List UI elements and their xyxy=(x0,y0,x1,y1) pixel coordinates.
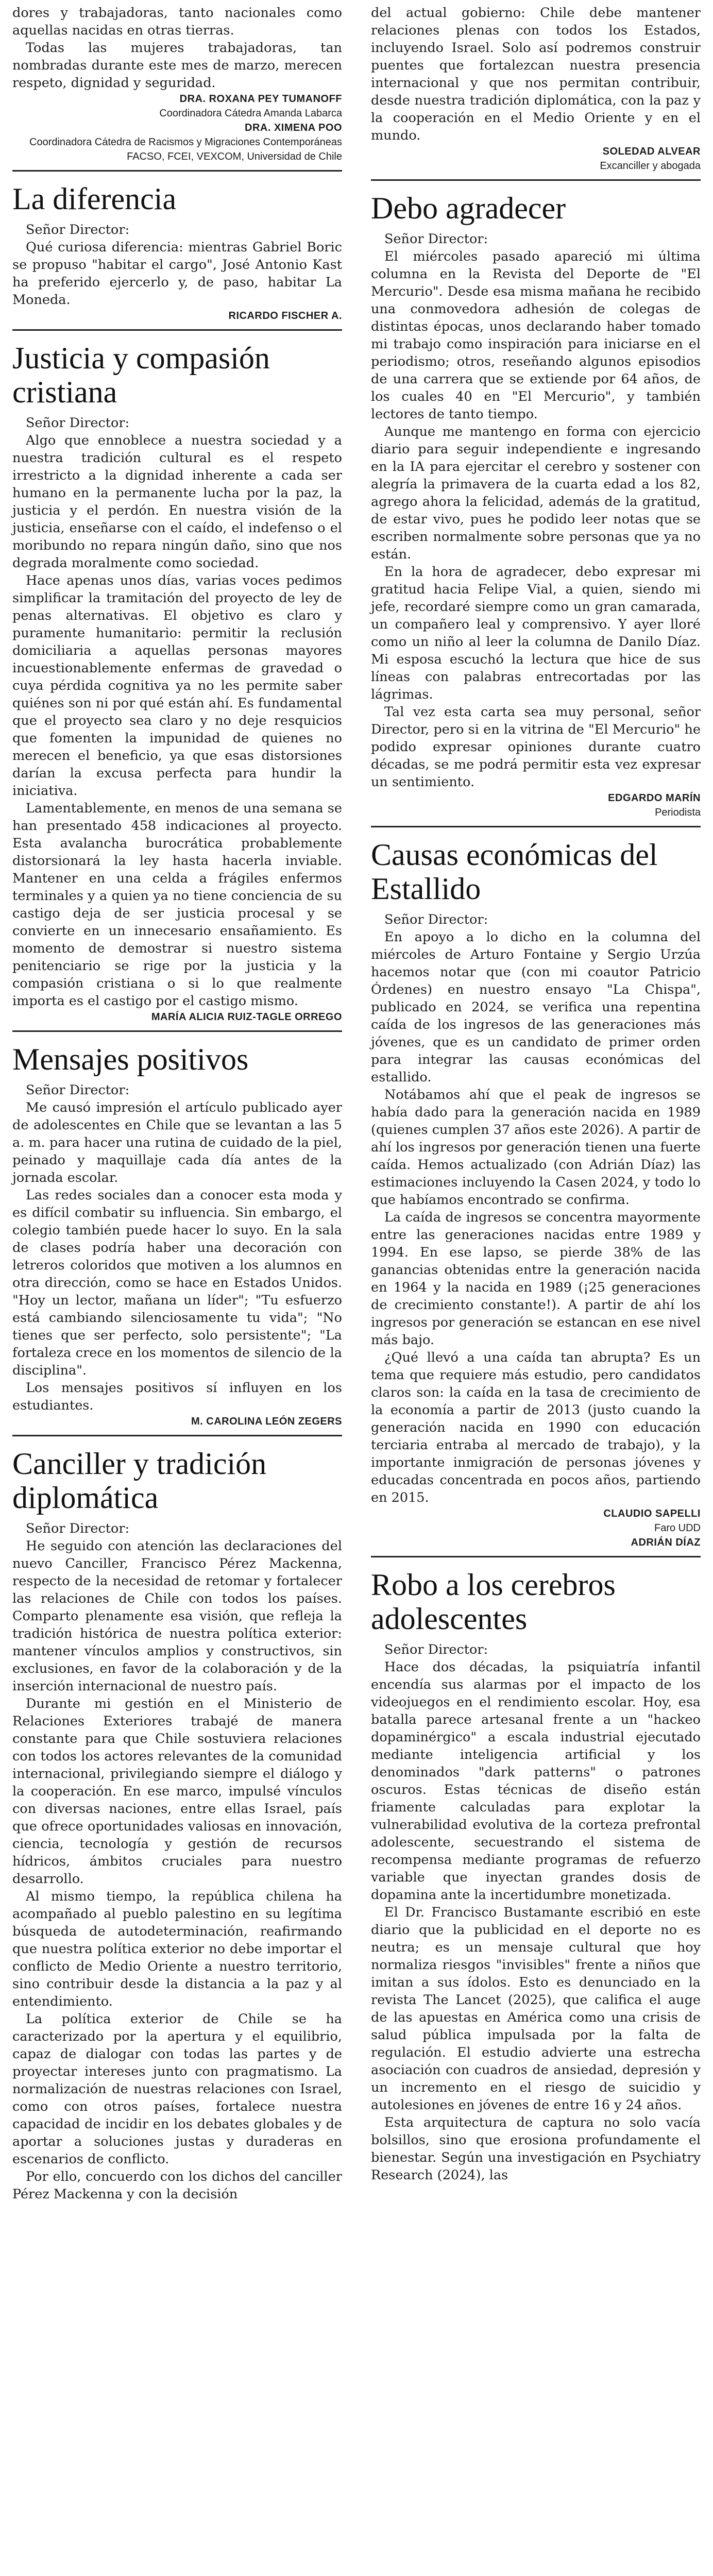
signature-institution: FACSO, FCEI, VEXCOM, Universidad de Chile xyxy=(127,151,342,162)
letter-title: Robo a los cerebros adolescentes xyxy=(371,1568,616,1636)
letter-body xyxy=(371,911,701,1506)
letter-mensajes-positivos xyxy=(12,1042,342,1436)
letter-body xyxy=(12,221,342,309)
divider xyxy=(371,826,701,827)
letter-body xyxy=(12,1520,342,2203)
signature-name: ADRIÁN DÍAZ xyxy=(631,1537,701,1548)
signature-name: M. CAROLINA LEÓN ZEGERS xyxy=(191,1416,342,1427)
letter-title: Debo agradecer xyxy=(371,191,566,225)
paragraph: dores y trabajadoras, tanto nacionales como aquellas nacidas en otras tierras. xyxy=(12,5,342,38)
paragraph: En apoyo a lo dicho en la columna del miércoles de Arturo Fontaine y Sergio Urzúa hacemos notar que (con mi coautor Patricio Órdenes) en nuestro ensayo "La Chispa", publicado en 2024, se verifica una repentina caída de los ingresos de las generaciones más jóvenes, que es un candidato de primer orden para integrar las causas económicas del estallido. xyxy=(371,929,701,1085)
paragraph: La política exterior de Chile se ha caracterizado por la apertura y el equilibrio, capaz de dialogar con todas las partes y de proyectar intereses junto con pragmatismo. La normalización de nuestras relaciones con Israel, como con otros países, fortalece nuestra capacidad de incidir en los debates globales y de aportar a soluciones justas y duraderas en escenarios de conflicto. xyxy=(12,2011,342,2167)
salutation: Señor Director: xyxy=(384,912,488,927)
right-column xyxy=(371,0,701,2184)
letter-title: La diferencia xyxy=(12,182,177,216)
salutation: Señor Director: xyxy=(26,222,130,238)
paragraph: Hace dos décadas, la psiquiatría infantil encendía sus alarmas por el impacto de los videojuegos en el rendimiento escolar. Hoy, esa batalla parece artesanal frente a un "hackeo dopaminérgico" a escala industrial ejecutado mediante inteligencia artificial y los denominados "dark patterns" o patrones oscuros. Estas técnicas de diseño están friamente calculadas para explotar la vulnerabilidad evolutiva de la corteza prefrontal adolescente, secuestrando el sistema de recompensa mediante programas de refuerzo variable que inyectan grandes dosis de dopamina ante la incertidumbre monetizada. xyxy=(371,1659,701,1903)
divider xyxy=(371,1556,701,1557)
divider xyxy=(12,1435,342,1436)
salutation: Señor Director: xyxy=(26,415,130,431)
letter-body xyxy=(371,230,701,791)
paragraph: Esta arquitectura de captura no solo vacía bolsillos, sino que erosiona profundamente el bienestar. Según una investigación en Psychiatry Research (2024), las xyxy=(371,2115,701,2183)
signature-name: EDGARDO MARÍN xyxy=(608,792,701,804)
signature-name: MARÍA ALICIA RUIZ-TAGLE ORREGO xyxy=(151,1011,342,1023)
salutation: Señor Director: xyxy=(384,231,488,247)
signature-role: Coordinadora Cátedra de Racismos y Migraciones Contemporáneas xyxy=(29,137,342,148)
divider xyxy=(371,179,701,181)
divider xyxy=(12,1030,342,1032)
paragraph: Algo que ennoblece a nuestra sociedad y a nuestra tradición cultural es el respeto irrestricto a la dignidad inherente a cada ser humano en la permanente lucha por la paz, la justicia y el perdón. En nuestra visión de la justicia, enseñarse con el caído, el indefenso o el moribundo no repara ningún daño, sino que nos degrada moralmente como sociedad. xyxy=(12,433,342,571)
letter-continued-canciller xyxy=(371,0,701,181)
letter-justicia-compasion xyxy=(12,341,342,1032)
paragraph: Qué curiosa diferencia: mientras Gabriel Boric se propuso "habitar el cargo", José Antonio Kast ha preferido ejercerlo y, de paso, habitar La Moneda. xyxy=(12,240,342,308)
signature-role: Coordinadora Cátedra Amanda Labarca xyxy=(159,108,342,119)
letter-body xyxy=(12,1081,342,1414)
letter-body xyxy=(12,4,342,92)
paragraph: En la hora de agradecer, debo expresar mi gratitud hacia Felipe Vial, a quien, siendo mi jefe, recordaré siempre como un gran camarada, un compañero leal y comprensivo. Y ayer lloré como un niño al leer la columna de Danilo Díaz. Mi esposa escuchó la lectura que hice de sus líneas con palabras entrecortadas por las lágrimas. xyxy=(371,564,701,702)
paragraph: Por ello, concuerdo con los dichos del canciller Pérez Mackenna y con la decisión xyxy=(12,2169,342,2202)
signature-name: SOLEDAD ALVEAR xyxy=(602,146,701,157)
paragraph: Hace apenas unos días, varias voces pedimos simplificar la tramitación del proyecto de ley de penas alternativas. El objetivo es claro y puramente humanitario: permitir la reclusión domiciliaria a aquellas personas mayores incuestionablemente enfermas de gravedad o cuya pérdida cognitiva ya no les permite saber quiénes son ni por qué están ahí. Es fundamental que el proyecto sea claro y no deje resquicios que fomenten la impunidad de quienes no merecen el beneficio, ya que esas distorsiones darían la excusa perfecta para hundir la iniciativa. xyxy=(12,573,342,799)
paragraph: Lamentablemente, en menos de una semana se han presentado 458 indicaciones al proyecto. Esta avalancha burocrática probablemente distorsionará la ley hasta hacerla inviable. Mantener en una celda a frágiles enfermos terminales y a quien ya no tiene conciencia de su castigo deja de ser justicia procesal y se convierte en un innecesario ensañamiento. Es momento de demostrar si nuestro sistema penitenciario se rige por la justicia y la compasión cristiana o si lo que realmente importa es el castigo por el castigo mismo. xyxy=(12,801,342,1009)
paragraph: Durante mi gestión en el Ministerio de Relaciones Exteriores trabajé de manera constante para que Chile sostuviera relaciones con todos los actores relevantes de la comunidad internacional, privilegiando siempre el diálogo y la cooperación. En ese marco, impulsé vínculos con diversas naciones, entre ellas Israel, país que ofrece oportunidades valiosas en innovación, ciencia, tecnología y gestión de recursos hídricos, ámbitos cruciales para nuestro desarrollo. xyxy=(12,1696,342,1887)
letter-body xyxy=(371,4,701,144)
paragraph: Tal vez esta carta sea muy personal, señor Director, pero si en la vitrina de "El Mercurio" he podido expresar opiniones durante cuatro décadas, se me podrá permitir esta vez expresar un sentimiento. xyxy=(371,704,701,790)
letter-robo-cerebros xyxy=(371,1568,701,2184)
paragraph: Notábamos ahí que el peak de ingresos se había dado para la generación nacida en 1989 (quienes cumplen 37 años este 2026). A partir de ahí los ingresos por generación tienen una fuerte caída. Hemos actualizado (con Adrián Díaz) las estimaciones incluyendo la Casen 2024, y todo lo que habíamos encontrado se confirma. xyxy=(371,1087,701,1208)
letter-title: Causas económicas del Estallido xyxy=(371,838,658,906)
signature-name: DRA. XIMENA POO xyxy=(245,122,342,133)
letter-title: Mensajes positivos xyxy=(12,1042,249,1076)
signature-role: Periodista xyxy=(655,807,701,818)
paragraph: Las redes sociales dan a conocer esta moda y es difícil combatir su influencia. Sin embargo, el colegio también puede hacer lo suyo. En la sala de clases podría haber una decoración con letreros coloridos que motiven a los alumnos en otra dirección, como se hace en Estados Unidos. "Hoy un lector, mañana un líder"; "Tu esfuerzo está cambiando silenciosamente tu vida"; "No tienes que ser perfecto, solo persistente"; "La fortaleza crece en los momentos de silencio de la disciplina". xyxy=(12,1188,342,1378)
signature-name: CLAUDIO SAPELLI xyxy=(603,1508,701,1519)
salutation: Señor Director: xyxy=(26,1521,130,1536)
letter-la-diferencia xyxy=(12,182,342,331)
signature-name: DRA. ROXANA PEY TUMANOFF xyxy=(179,93,342,105)
salutation: Señor Director: xyxy=(384,1642,488,1657)
paragraph: Aunque me mantengo en forma con ejercicio diario para seguir independiente e ingresando en la IA para ejercitar el cerebro y sostener con alegría la primavera de la cuarta edad a los 82, agrego ahora la felicidad, además de la gratitud, de estar vivo, pues he podido leer notas que se escriben normalmente sobre personas que ya no están. xyxy=(371,424,701,562)
signature-role: Excanciller y abogada xyxy=(600,160,701,172)
divider xyxy=(12,170,342,172)
letter-title: Canciller y tradición diplomática xyxy=(12,1447,267,1515)
paragraph: Me causó impresión el artículo publicado ayer de adolescentes en Chile que se levantan a las 5 a. m. para hacer una rutina de cuidado de la piel, peinado y maquillaje cada día antes de la jornada escolar. xyxy=(12,1100,342,1185)
paragraph: Todas las mujeres trabajadoras, tan nombradas durante este mes de marzo, merecen respeto, dignidad y seguridad. xyxy=(12,40,342,91)
paragraph: El miércoles pasado apareció mi última columna en la Revista del Deporte de "El Mercurio". Desde esa misma mañana he recibido una conmovedora adhesión de colegas de distintas épocas, unos declarando haber tomado mi trabajo como inspiración para iniciarse en el periodismo; otros, reseñando algunos episodios de una carrera que se extiende por 64 años, de los cuales 40 en "El Mercurio", y también lectores de tanto tiempo. xyxy=(371,249,701,422)
salutation: Señor Director: xyxy=(26,1082,130,1098)
signature-role: Faro UDD xyxy=(654,1522,701,1534)
letter-continued-mujeres xyxy=(12,0,342,172)
paragraph: La caída de ingresos se concentra mayormente entre las generaciones nacidas entre 1989 y 1994. En ese lapso, se pierde 38% de las ganancias obtenidas entre la generación nacida en 1964 y la nacida en 1989 (¡25 generaciones de crecimiento constante!). A partir de ahí los ingresos por generación se estancan en ese nivel más bajo. xyxy=(371,1210,701,1348)
letter-causas-economicas xyxy=(371,838,701,1557)
letter-debo-agradecer xyxy=(371,191,701,827)
letter-body xyxy=(12,414,342,1010)
paragraph: Los mensajes positivos sí influyen en los estudiantes. xyxy=(12,1380,342,1413)
paragraph: He seguido con atención las declaraciones del nuevo Canciller, Francisco Pérez Mackenna, respecto de la necesidad de retomar y fortalecer las relaciones de Chile con todos los países. Comparto plenamente esa visión, que refleja la tradición histórica de nuestra política exterior: mantener vínculos amplios y constructivos, sin exclusiones, en favor de la colaboración y de la inserción internacional de nuestro país. xyxy=(12,1538,342,1694)
paragraph: ¿Qué llevó a una caída tan abrupta? Es un tema que requiere más estudio, pero candidatos claros son: la caída en la tasa de crecimiento de la economía a partir de 2013 (justo cuando la generación nacida en 1990 con educación terciaria entraba al mercado de trabajo), y la importante inmigración de personas jóvenes y educadas concentrada en pocos años, partiendo en 2015. xyxy=(371,1350,701,1505)
letter-canciller-tradicion xyxy=(12,1447,342,2203)
signature-name: RICARDO FISCHER A. xyxy=(228,310,342,321)
divider xyxy=(12,329,342,331)
paragraph: El Dr. Francisco Bustamante escribió en este diario que la publicidad en el deporte no es neutra; es un mensaje cultural que hoy normaliza riesgos "invisibles" frente a niños que imitan a sus ídolos. Esto es denunciado en la revista The Lancet (2025), que califica el auge de las apuestas en América como una crisis de salud pública impulsada por la falta de regulación. El estudio advierte una estrecha asociación con cuadros de ansiedad, depresión y un incremento en el riesgo de suicidio y autolesiones en jóvenes de entre 16 y 24 años. xyxy=(371,1905,701,2113)
letter-body xyxy=(371,1641,701,2184)
paragraph: del actual gobierno: Chile debe mantener relaciones plenas con todos los Estados, incluyendo Israel. Solo así podremos construir puentes que fortalezcan nuestra presencia internacional y que nos permitan contribuir, desde nuestra tradición diplomática, con la paz y la cooperación en el Medio Oriente y en el mundo. xyxy=(371,5,701,143)
letter-title: Justicia y compasión cristiana xyxy=(12,341,270,409)
paragraph: Al mismo tiempo, la república chilena ha acompañado al pueblo palestino en su legítima búsqueda de autodeterminación, reafirmando que nuestra política exterior no debe importar el conflicto de Medio Oriente a nuestro territorio, sino contribuir desde la distancia a la paz y al entendimiento. xyxy=(12,1889,342,2009)
left-column xyxy=(12,0,342,2203)
